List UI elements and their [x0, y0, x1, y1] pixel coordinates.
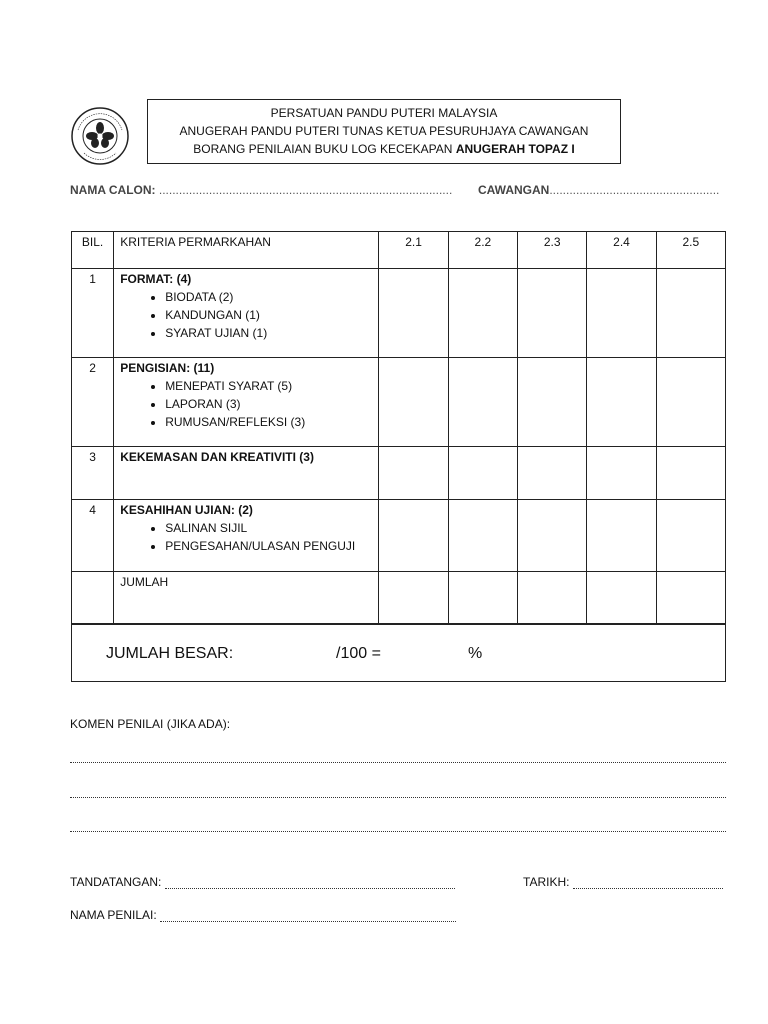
row-number: 3 [72, 447, 114, 500]
guides-emblem-logo [70, 106, 130, 166]
criteria-item: • KANDUNGAN (1) [165, 306, 372, 324]
row-number: 2 [72, 358, 114, 447]
score-cell[interactable] [518, 500, 587, 572]
date-field[interactable] [573, 876, 723, 889]
total-cell[interactable] [448, 572, 517, 625]
total-row [72, 572, 726, 625]
assessor-row [70, 908, 456, 922]
form-title: BORANG PENILAIAN BUKU LOG KECEKAPAN ANUGERAH TOPAZ I [193, 142, 575, 156]
col-header-criteria: KRITERIA PERMARKAHAN [114, 232, 379, 269]
score-cell[interactable] [448, 269, 517, 358]
table-row [72, 447, 726, 500]
date-row [523, 875, 723, 889]
score-cell[interactable] [448, 358, 517, 447]
score-cell[interactable] [379, 500, 448, 572]
table-row [72, 500, 726, 572]
col-header-2-1: 2.1 [379, 232, 448, 269]
grand-total-box [71, 623, 726, 682]
candidate-info-row [70, 183, 726, 197]
grand-total-denominator: /100 = [336, 645, 381, 662]
row-number: 4 [72, 500, 114, 572]
criteria-item: • PENGESAHAN/ULASAN PENGUJI [165, 537, 372, 555]
score-cell[interactable] [448, 500, 517, 572]
score-cell[interactable] [518, 447, 587, 500]
total-cell[interactable] [379, 572, 448, 625]
date-label: TARIKH: [523, 875, 570, 889]
score-cell[interactable] [379, 269, 448, 358]
score-cell[interactable] [448, 447, 517, 500]
criteria-item: • SYARAT UJIAN (1) [165, 324, 372, 342]
table-row [72, 269, 726, 358]
criteria-item: • LAPORAN (3) [165, 395, 372, 413]
col-header-2-3: 2.3 [518, 232, 587, 269]
criteria-title: FORMAT: (4) [120, 272, 192, 286]
signature-row [70, 875, 455, 889]
score-cell[interactable] [587, 269, 656, 358]
criteria-item: • SALINAN SIJIL [165, 519, 372, 537]
row-number: 1 [72, 269, 114, 358]
score-cell[interactable] [587, 358, 656, 447]
candidate-name-field[interactable]: ........................................................................................ [158, 183, 453, 197]
total-cell[interactable] [518, 572, 587, 625]
total-label: JUMLAH [114, 572, 379, 625]
score-cell[interactable] [587, 500, 656, 572]
form-header [147, 99, 621, 164]
criteria-cell [114, 500, 379, 572]
criteria-item: • BIODATA (2) [165, 288, 372, 306]
score-cell[interactable] [656, 447, 725, 500]
score-cell[interactable] [587, 447, 656, 500]
signature-field[interactable] [165, 876, 455, 889]
score-cell[interactable] [379, 447, 448, 500]
assessor-name-label: NAMA PENILAI: [70, 908, 157, 922]
branch-field[interactable]: ................................................... [549, 183, 720, 197]
comments-label: KOMEN PENILAI (JIKA ADA): [70, 717, 231, 731]
criteria-title: PENGISIAN: (11) [120, 361, 215, 375]
col-header-2-5: 2.5 [656, 232, 725, 269]
criteria-item: • MENEPATI SYARAT (5) [165, 377, 372, 395]
score-cell[interactable] [656, 358, 725, 447]
criteria-cell [114, 358, 379, 447]
candidate-name-label: NAMA CALON: [70, 183, 156, 197]
score-cell[interactable] [518, 269, 587, 358]
scoring-table [71, 231, 726, 625]
col-header-2-2: 2.2 [448, 232, 517, 269]
branch-label: CAWANGAN [478, 183, 550, 197]
criteria-title: KESAHIHAN UJIAN: (2) [120, 503, 253, 517]
total-cell[interactable] [656, 572, 725, 625]
criteria-title: KEKEMASAN DAN KREATIVITI (3) [120, 450, 314, 464]
total-cell[interactable] [587, 572, 656, 625]
grand-total-percent: % [468, 645, 483, 662]
score-cell[interactable] [518, 358, 587, 447]
table-header-row [72, 232, 726, 269]
comment-line[interactable] [70, 762, 726, 763]
table-row [72, 358, 726, 447]
assessor-name-field[interactable] [160, 909, 456, 922]
score-cell[interactable] [656, 269, 725, 358]
award-level: ANUGERAH TOPAZ I [455, 142, 575, 156]
organization-title: PERSATUAN PANDU PUTERI MALAYSIA [270, 106, 498, 120]
row-number-empty [72, 572, 114, 625]
signature-label: TANDATANGAN: [70, 875, 162, 889]
score-cell[interactable] [379, 358, 448, 447]
criteria-item: • RUMUSAN/REFLEKSI (3) [165, 413, 372, 431]
col-header-2-4: 2.4 [587, 232, 656, 269]
comment-line[interactable] [70, 797, 726, 798]
comment-line[interactable] [70, 831, 726, 832]
score-cell[interactable] [656, 500, 725, 572]
col-header-bil: BIL. [72, 232, 114, 269]
criteria-cell [114, 447, 379, 500]
grand-total-label: JUMLAH BESAR: [106, 645, 234, 662]
award-title: ANUGERAH PANDU PUTERI TUNAS KETUA PESURUHJAYA CAWANGAN [179, 124, 589, 138]
criteria-cell [114, 269, 379, 358]
